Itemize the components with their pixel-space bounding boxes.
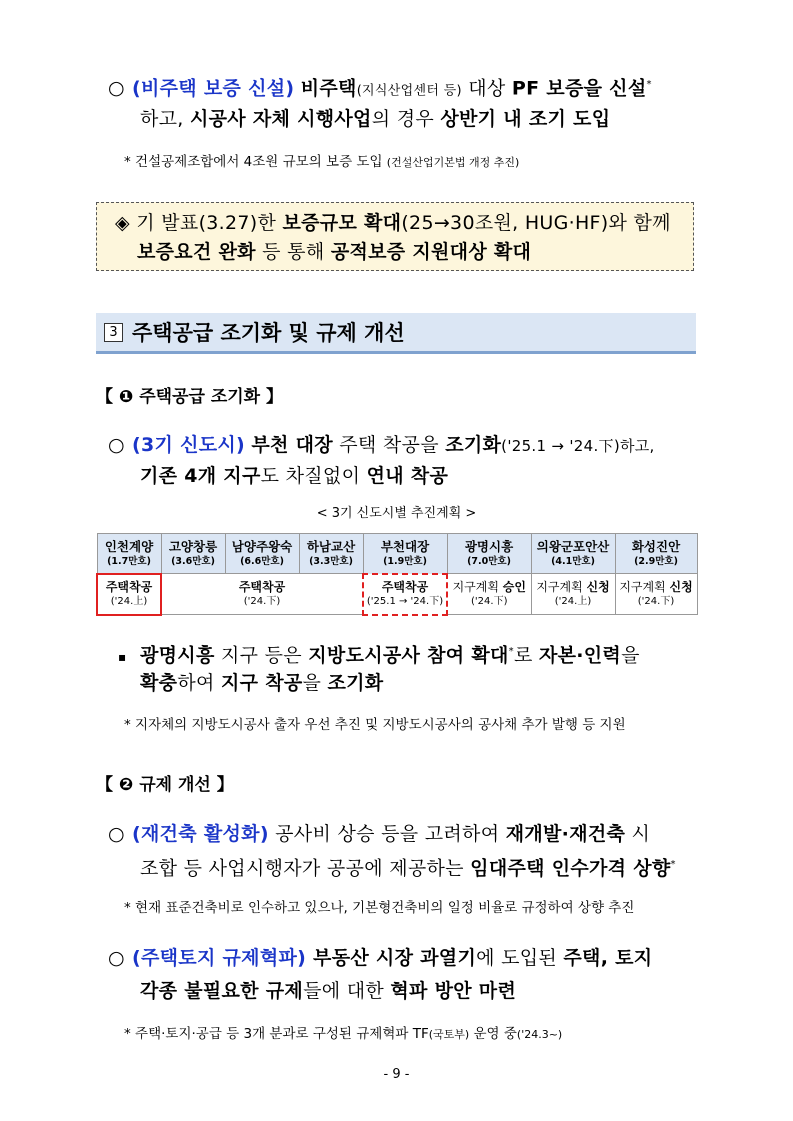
footnote-tf: * 주택·토지·공급 등 3개 분과로 구성된 규제혁파 TF(국토부) 운영 중('24.3~)	[124, 1026, 563, 1042]
subheading-regulation: 【 ❷ 규제 개선 】	[96, 775, 234, 795]
square-bullet-icon: ▪	[118, 650, 127, 665]
table-caption: < 3기 신도시별 추진계획 >	[316, 506, 477, 521]
table-row	[97, 574, 697, 615]
circle-bullet: ○	[108, 77, 125, 100]
table-header-cell: 인천계양 (1.7만호)	[97, 534, 161, 574]
circle-bullet: ○	[108, 947, 125, 969]
circle-bullet: ○	[108, 434, 125, 456]
square-bullet-line2: 확충하여 지구 착공을 조기화	[140, 672, 384, 694]
bullet-reconstruction: ○ (재건축 활성화) 공사비 상승 등을 고려하여 재개발·재건축 시	[108, 819, 650, 849]
bullet-bizhousing-guarantee: ○ (비주택 보증 신설) 비주택(지식산업센터 등) 대상 PF 보증을 신설*	[108, 70, 652, 106]
table-cell-hwaseong: 지구계획 신청 ('24.下)	[615, 574, 697, 615]
table-header-cell: 부천대장 (1.9만호)	[363, 534, 447, 574]
table-header-row	[97, 534, 697, 574]
new-town-plan-table	[96, 533, 698, 616]
table-cell-bucheon: 주택착공 ('25.1 → '24.下)	[363, 574, 447, 615]
section-number: 3	[104, 323, 123, 342]
circle-bullet: ○	[108, 823, 125, 845]
bullet-new-towns: ○ (3기 신도시) 부천 대장 주택 착공을 조기화('25.1 → '24.下)하고,	[108, 430, 655, 461]
bullet-deregulation: ○ (주택토지 규제혁파) 부동산 시장 과열기에 도입된 주택, 토지	[108, 943, 652, 973]
square-bullet-gwangmyeong: ▪ 광명시흥 지구 등은 지방도시공사 참여 확대*로 자본·인력을	[118, 637, 640, 672]
table-header-cell: 의왕군포안산 (4.1만호)	[531, 534, 615, 574]
table-cell-uiwang: 지구계획 신청 ('24.上)	[531, 574, 615, 615]
table-cell-goyang-hanam: 주택착공 ('24.下)	[161, 574, 363, 615]
table-header-cell: 광명시흥 (7.0만호)	[447, 534, 531, 574]
bullet-new-towns-line2: 기존 4개 지구도 차질없이 연내 착공	[140, 465, 449, 487]
subheading-supply: 【 ❶ 주택공급 조기화 】	[96, 387, 284, 407]
highlight-line1: ◈ 기 발표(3.27)한 보증규모 확대(25→30조원, HUG·HF)와 함께	[115, 212, 671, 234]
section-title: 주택공급 조기화 및 규제 개선	[132, 321, 405, 345]
section-heading	[96, 313, 696, 354]
bullet-reconstruction-line2: 조합 등 사업시행자가 공공에 제공하는 임대주택 인수가격 상향*	[140, 857, 676, 880]
bullet-deregulation-line2: 각종 불필요한 규제들에 대한 혁파 방안 마련	[140, 980, 517, 1002]
footnote-local-corp: * 지자체의 지방도시공사 출자 우선 추진 및 지방도시공사의 공사채 추가 발행 등 지원	[124, 717, 626, 733]
table-header-cell: 남양주왕숙 (6.6만호)	[225, 534, 299, 574]
table-header-cell: 하남교산 (3.3만호)	[299, 534, 363, 574]
table-header-cell: 고양창릉 (3.6만호)	[161, 534, 225, 574]
highlight-line2: 보증요건 완화 등 통해 공적보증 지원대상 확대	[137, 241, 532, 263]
footnote-construction-cost: * 현재 표준건축비로 인수하고 있으나, 기본형건축비의 일정 비율로 규정하여 상향 추진	[124, 900, 635, 916]
bullet-bizhousing-line2: 하고, 시공사 자체 시행사업의 경우 상반기 내 조기 도입	[140, 108, 611, 130]
page-number: - 9 -	[383, 1067, 410, 1082]
table-cell-gwangmyeong: 지구계획 승인 ('24.下)	[447, 574, 531, 615]
footnote-guarantee: * 건설공제조합에서 4조원 규모의 보증 도입 (건설산업기본법 개정 추진)	[124, 154, 520, 170]
highlight-box	[96, 202, 694, 271]
table-header-cell: 화성진안 (2.9만호)	[615, 534, 697, 574]
table-cell-incheon: 주택착공 ('24.上)	[97, 574, 161, 615]
diamond-icon: ◈	[115, 212, 130, 234]
